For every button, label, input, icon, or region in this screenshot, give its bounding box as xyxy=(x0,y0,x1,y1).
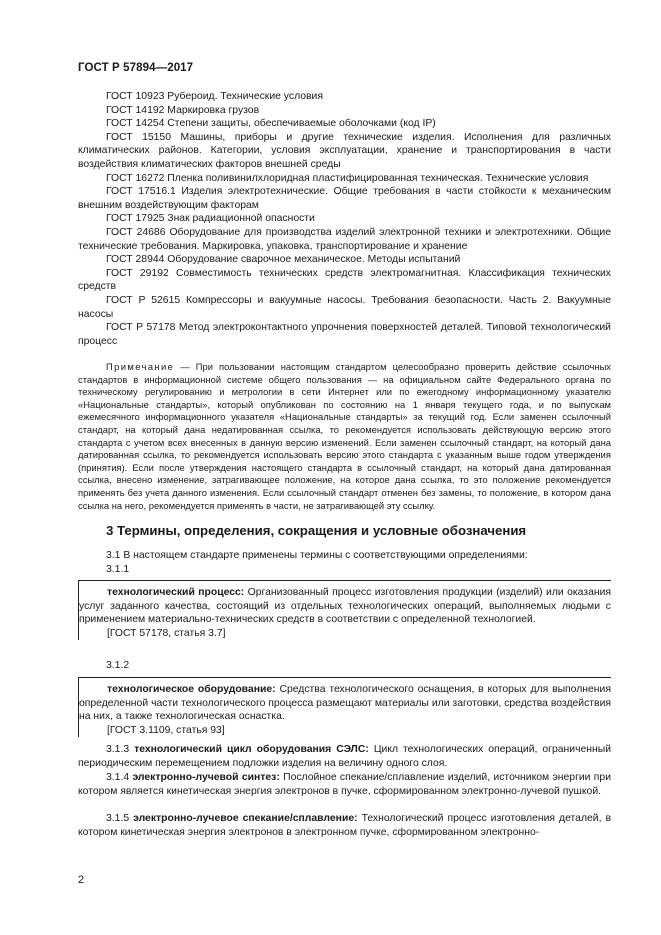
reference-item: ГОСТ 29192 Совместимость технических средств электромагнитная. Классификация технических средств xyxy=(78,267,611,293)
clause-3-1-2-number: 3.1.2 xyxy=(106,660,130,671)
note-text: — При пользовании настоящим стандартом целесообразно проверить действие ссылочных стандартов в информационной системе общего пользования — на официальном сайте Федерального органа по техническому регулированию и метрологии в сети Интернет или по ежегодному информационному указателю «Национальные стандарты», который опубликован по состоянию на 1 января текущего года, и по выпускам ежемесячного информационного указателя «Национальные стандарты» за текущий год. Если заменен ссылочный стандарт, на который дана недатированная ссылка, то рекомендуется использовать действующую версию этого стандарта с учетом всех внесенных в данную версию изменений. Если заменен ссылочный стандарт, на который дана датированная ссылка, то рекомендуется использовать версию этого стандарта с указанным выше годом утверждения (принятия). Если после утверждения настоящего стандарта в ссылочный стандарт, на который дана датированная ссылка, внесено изменение, затрагивающее положение, на которое дана ссылка, то это положение рекомендуется применять без учета данного изменения. Если ссылочный стандарт отменен без замены, то положение, в котором дана ссылка на него, рекомендуется применять в части, не затрагивающей эту ссылку. xyxy=(78,361,611,511)
term-name: технологический процесс: xyxy=(107,587,245,598)
reference-item: ГОСТ 14192 Маркировка грузов xyxy=(106,104,260,116)
page-number: 2 xyxy=(78,874,85,886)
term-name: электронно-лучевое спекание/сплавление: xyxy=(133,813,358,824)
term-text: Средства технологического оснащения, в которых для выполнения определенной части технологического процесса размещают материалы или заготовки, средства воздействия на них, а также технологическая оснастка. xyxy=(79,684,611,723)
term-box-technological-equipment xyxy=(78,677,611,737)
reference-item: ГОСТ 14254 Степени защиты, обеспечиваемые оболочками (код IP) xyxy=(106,118,436,130)
reference-item: ГОСТ 24686 Оборудование для производства изделий электронной техники и электротехники. Общие технические требования. Маркировка, упаковка, транспортирование и хранение xyxy=(78,226,611,252)
reference-item: ГОСТ Р 52615 Компрессоры и вакуумные насосы. Требования безопасности. Часть 2. Вакуумные насосы xyxy=(78,294,611,320)
reference-item: ГОСТ 10923 Рубероид. Технические условия xyxy=(106,91,323,102)
term-name: технологический цикл оборудования СЭЛС: xyxy=(134,744,369,755)
reference-item: ГОСТ 16272 Пленка поливинилхлоридная пластифицированная техническая. Технические условия xyxy=(106,172,589,184)
term-definition xyxy=(79,683,611,724)
term-text: Послойное спекание/сплавление изделий, источником энергии при котором является кинетическая энергия электронов в пучке, сформированном электронно-лучевой пушкой. xyxy=(78,772,611,797)
term-name: технологическое оборудование: xyxy=(107,684,276,695)
term-text: Технологический процесс изготовления деталей, в котором кинетическая энергия электронов в электронном пучке, сформированном электронно- xyxy=(78,813,611,838)
clause-3-1: 3.1 В настоящем стандарте применены термины с соответствующими определениями: xyxy=(106,550,528,561)
reference-item: ГОСТ 17925 Знак радиационной опасности xyxy=(106,213,315,225)
clause-3-1-1-number: 3.1.1 xyxy=(106,564,130,575)
reference-item: ГОСТ Р 57178 Метод электроконтактного упрочнения поверхностей деталей. Типовой технологический процесс xyxy=(78,322,611,347)
clause-number: 3.1.4 xyxy=(106,772,133,783)
clause-3-1-5 xyxy=(78,812,611,839)
reference-item: ГОСТ 17516.1 Изделия электротехнические. Общие требования в части стойкости к механическим внешним воздействующим факторам xyxy=(78,186,611,211)
term-name: электронно-лучевой синтез: xyxy=(132,772,280,783)
term-definition xyxy=(79,586,611,627)
clause-3-1-3 xyxy=(78,743,611,770)
section-title: 3 Термины, определения, сокращения и условные обозначения xyxy=(106,523,527,538)
term-text: Цикл технологических операций, ограниченный периодическим перемещением подложки изделия на величину одного слоя. xyxy=(78,744,612,769)
clause-number: 3.1.5 xyxy=(106,813,134,824)
normative-references-list xyxy=(78,90,611,348)
term-source: [ГОСТ 3.1109, статья 93] xyxy=(107,724,225,736)
note-label: Примечание xyxy=(106,361,175,372)
reference-item: ГОСТ 28944 Оборудование сварочное механическое. Методы испытаний xyxy=(106,254,461,266)
document-header: ГОСТ Р 57894—2017 xyxy=(78,62,194,74)
clause-3-1-4 xyxy=(78,771,611,798)
reference-item: ГОСТ 15150 Машины, приборы и другие технические изделия. Исполнения для различных климатических районов. Категории, условия эксплуатации, хранение и транспортирования в части воздействия климатических факторов внешней среды xyxy=(78,131,611,170)
clause-number: 3.1.3 xyxy=(106,744,135,755)
term-box-technological-process xyxy=(78,580,611,640)
note-paragraph xyxy=(78,361,611,512)
term-source: [ГОСТ 57178, статья 3.7] xyxy=(107,627,226,639)
term-text: Организованный процесс изготовления продукции (изделий) или оказания услуг заданного качества, состоящий из отдельных технологических операций, выполняемых людьми с применением материально-технических средств в соответствии с определенной технологией. xyxy=(79,587,612,626)
